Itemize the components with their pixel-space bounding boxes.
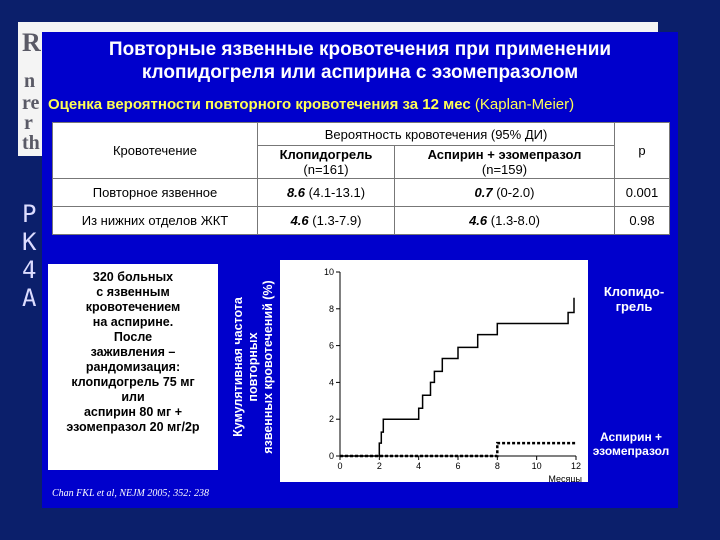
left-letter: К [22,228,37,256]
header-clopidogrel-n: (n=161) [303,162,349,177]
header-aspirin-name: Аспирин + эзомепразол [427,147,582,162]
clopidogrel-ci: (4.1-13.1) [308,185,366,200]
x-tick-label: 2 [376,461,382,471]
y-tick-label: 6 [328,340,334,351]
x-axis-label: Месяцы [548,474,582,482]
row-label: Из нижних отделов ЖКТ [53,207,258,235]
citation: Chan FKL et al, NEJM 2005; 352: 238 [52,488,210,499]
y-tick-label: 4 [328,377,334,388]
clopidogrel-ci: (1.3-7.9) [312,213,362,228]
background-slide-letter: re [22,92,40,114]
header-bleeding: Кровотечение [53,123,258,179]
note-line: с язвенным [96,285,170,299]
aspirin-ci: (0-2.0) [496,185,535,200]
clopidogrel-value: 8.6 [286,185,306,200]
header-aspirin-n: (n=159) [481,162,528,177]
row-clopidogrel [258,179,395,207]
background-slide-letter: th [22,132,40,154]
left-letter: А [22,284,37,312]
series-line-aspirin [340,443,576,456]
x-tick-label: 8 [494,461,500,471]
background-left-letters [22,200,36,312]
aspirin-ci: (1.3-8.0) [490,213,540,228]
row-aspirin [395,207,615,235]
series-line-clopidogrel [340,298,574,456]
note-line: клопидогрель 75 мг [71,375,195,389]
header-aspirin [395,146,615,179]
chart-y-axis-label [228,260,278,474]
slide-title-line: Повторные язвенные кровотечения при применении [108,39,612,60]
legend-line: Аспирин + [599,430,663,444]
table-row [53,207,670,235]
x-tick-label: 10 [531,461,542,471]
y-tick-label: 8 [328,303,334,314]
row-label: Повторное язвенное [53,179,258,207]
note-line: эзомепразол 20 мг/2р [66,420,200,434]
note-line: аспирин 80 мг + [83,405,183,419]
slide-subtitle [48,96,574,113]
legend-line: эзомепразол [592,444,670,458]
legend-line: грель [615,299,653,314]
header-p: p [615,123,670,179]
table-row [53,179,670,207]
note-line: заживления – [90,345,176,359]
y-tick-label: 10 [323,267,334,277]
background-slide-letter: n [24,70,36,92]
table-header-row [53,123,670,146]
slide [42,32,678,508]
subtitle-method: (Kaplan-Meier) [474,96,575,113]
x-tick-label: 0 [337,461,343,471]
slide-title-line: клопидогреля или аспирина с эзомепразолом [141,62,579,83]
probability-table [52,122,670,235]
legend-clopidogrel [596,284,672,314]
note-line: или [121,390,145,404]
subtitle-main: Оценка вероятности повторного кровотечения за 12 мес [48,96,471,113]
chart-svg [280,260,588,482]
row-p: 0.001 [615,179,670,207]
y-axis-label-line: Кумулятивная частота [231,297,245,437]
aspirin-value: 4.6 [469,213,488,228]
note-line: на аспирине. [92,315,174,329]
note-line: После [113,330,153,344]
x-tick-label: 6 [455,461,461,471]
x-tick-label: 4 [416,461,422,471]
background-slide-letter: r [24,112,33,134]
note-line: кровотечением [85,300,181,314]
row-clopidogrel [258,207,395,235]
row-p: 0.98 [615,207,670,235]
x-tick-label: 12 [570,461,582,471]
row-aspirin [395,179,615,207]
note-line: 320 больных [92,270,174,284]
slide-title [42,38,678,84]
y-tick-label: 0 [328,451,334,461]
kaplan-meier-chart [280,260,588,482]
y-tick-label: 2 [328,414,334,425]
header-clopidogrel [258,146,395,179]
aspirin-value: 0.7 [474,185,493,200]
header-clopidogrel-name: Клопидогрель [279,147,373,162]
y-axis-label-line: повторных [246,332,260,402]
clopidogrel-value: 4.6 [290,213,309,228]
legend-aspirin [586,430,676,458]
left-letter: Р [22,200,37,228]
note-line: рандомизация: [85,360,181,374]
y-axis-label-svg [228,260,278,474]
study-design-note [48,264,218,470]
header-probability: Вероятность кровотечения (95% ДИ) [258,123,615,146]
legend-line: Клопидо- [603,284,665,299]
background-slide-letter: R [22,28,41,57]
left-letter: 4 [22,256,37,284]
y-axis-label-line: язвенных кровотечений (%) [261,280,275,454]
